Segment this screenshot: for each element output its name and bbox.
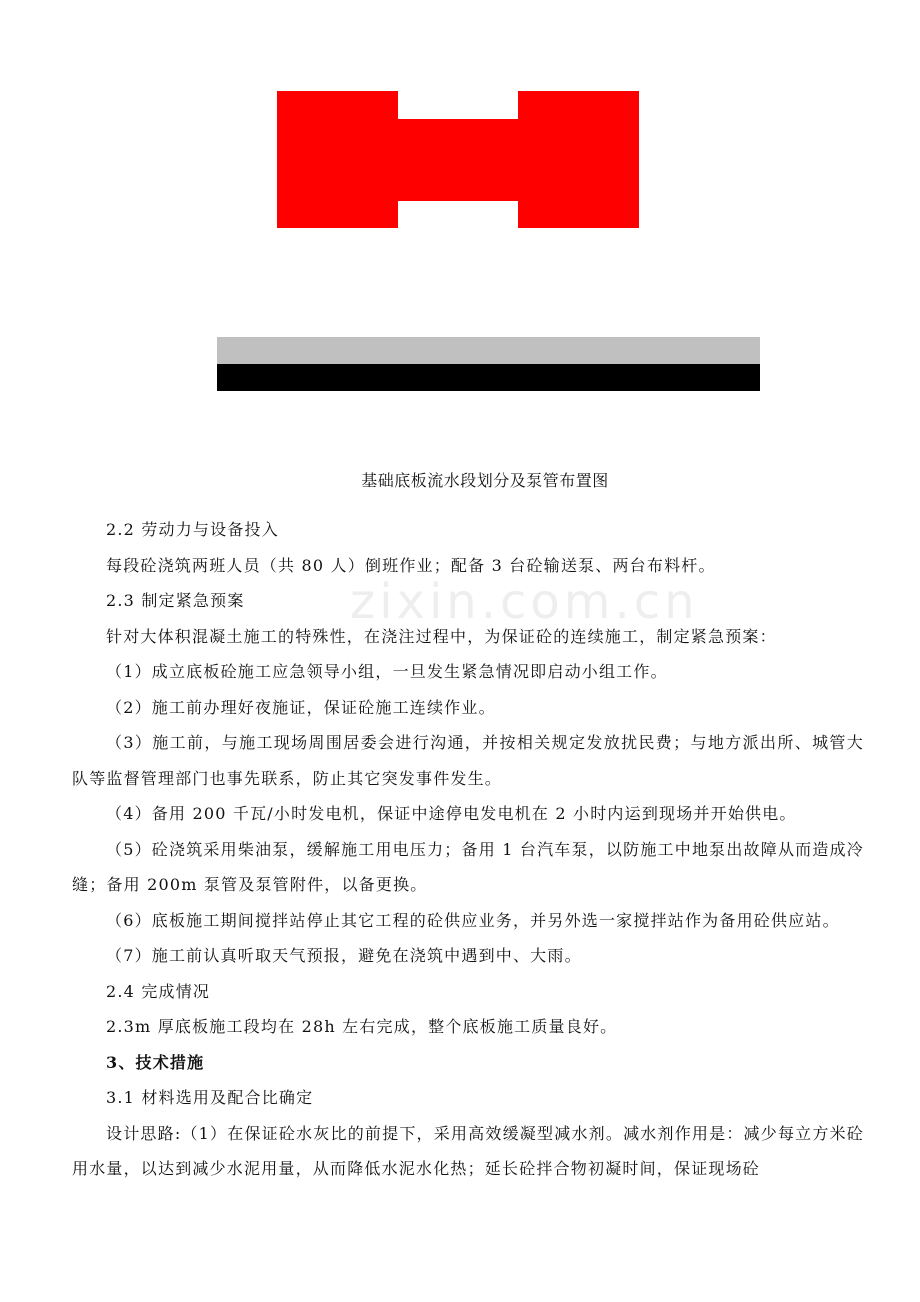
diagram-block [518,201,639,228]
paragraph: 针对大体积混凝土施工的特殊性，在浇注过程中，为保证砼的连续施工，制定紧急预案： [106,626,777,646]
section-heading-3: 3、技术措施 [106,1052,205,1072]
list-item: （5）砼浇筑采用柴油泵，缓解施工用电压力；备用 1 台汽车泵，以防施工中地泵出故障从而造成冷缝；备用 200m 泵管及泵管附件，以备更换。 [72,839,864,894]
section-heading-2-2: 2.2 劳动力与设备投入 [106,520,279,539]
pour-section-diagram [0,0,920,400]
list-item: （6）底板施工期间搅拌站停止其它工程的砼供应业务，并另外选一家搅拌站作为备用砼供应站。 [106,910,840,930]
diagram-block [277,146,398,174]
list-item: （4）备用 200 千瓦/小时发电机，保证中途停电发电机在 2 小时内运到现场并开始供电。 [106,804,797,823]
pump-pipe-bar-black [217,364,760,391]
list-item: （7）施工前认真听取天气预报，避免在浇筑中遇到中、大雨。 [106,946,582,965]
pump-pipe-bar-gray [217,337,760,364]
list-item: （3）施工前，与施工现场周围居委会进行沟通，并按相关规定发放扰民费；与地方派出所、城管大队等监督管理部门也事先联系，防止其它突发事件发生。 [72,733,864,788]
diagram-block [277,174,639,201]
watermark: zixin.com.cn [350,574,699,630]
diagram-block [277,91,398,119]
diagram-block [277,201,398,228]
figure-caption: 基础底板流水段划分及泵管布置图 [361,471,609,490]
paragraph: 设计思路:（1）在保证砼水灰比的前提下，采用高效缓凝型减水剂。减水剂作用是：减少每立方米砼用水量，以达到减少水泥用量，从而降低水泥水化热；延长砼拌合物初凝时间，保证现场砼 [72,1123,864,1178]
paragraph: 每段砼浇筑两班人员（共 80 人）倒班作业；配备 3 台砼输送泵、两台布料杆。 [106,555,716,575]
list-item: （2）施工前办理好夜施证，保证砼施工连续作业。 [106,697,496,717]
section-heading-2-4: 2.4 完成情况 [106,981,211,1001]
document-body [72,512,864,1187]
list-item: （1）成立底板砼施工应急领导小组，一旦发生紧急情况即启动小组工作。 [106,662,668,681]
section-heading-3-1: 3.1 材料选用及配合比确定 [106,1088,314,1107]
diagram-block [518,91,639,119]
diagram-block [518,146,639,174]
section-heading-2-3: 2.3 制定紧急预案 [106,591,245,610]
paragraph: 2.3m 厚底板施工段均在 28h 左右完成，整个底板施工质量良好。 [106,1017,618,1036]
